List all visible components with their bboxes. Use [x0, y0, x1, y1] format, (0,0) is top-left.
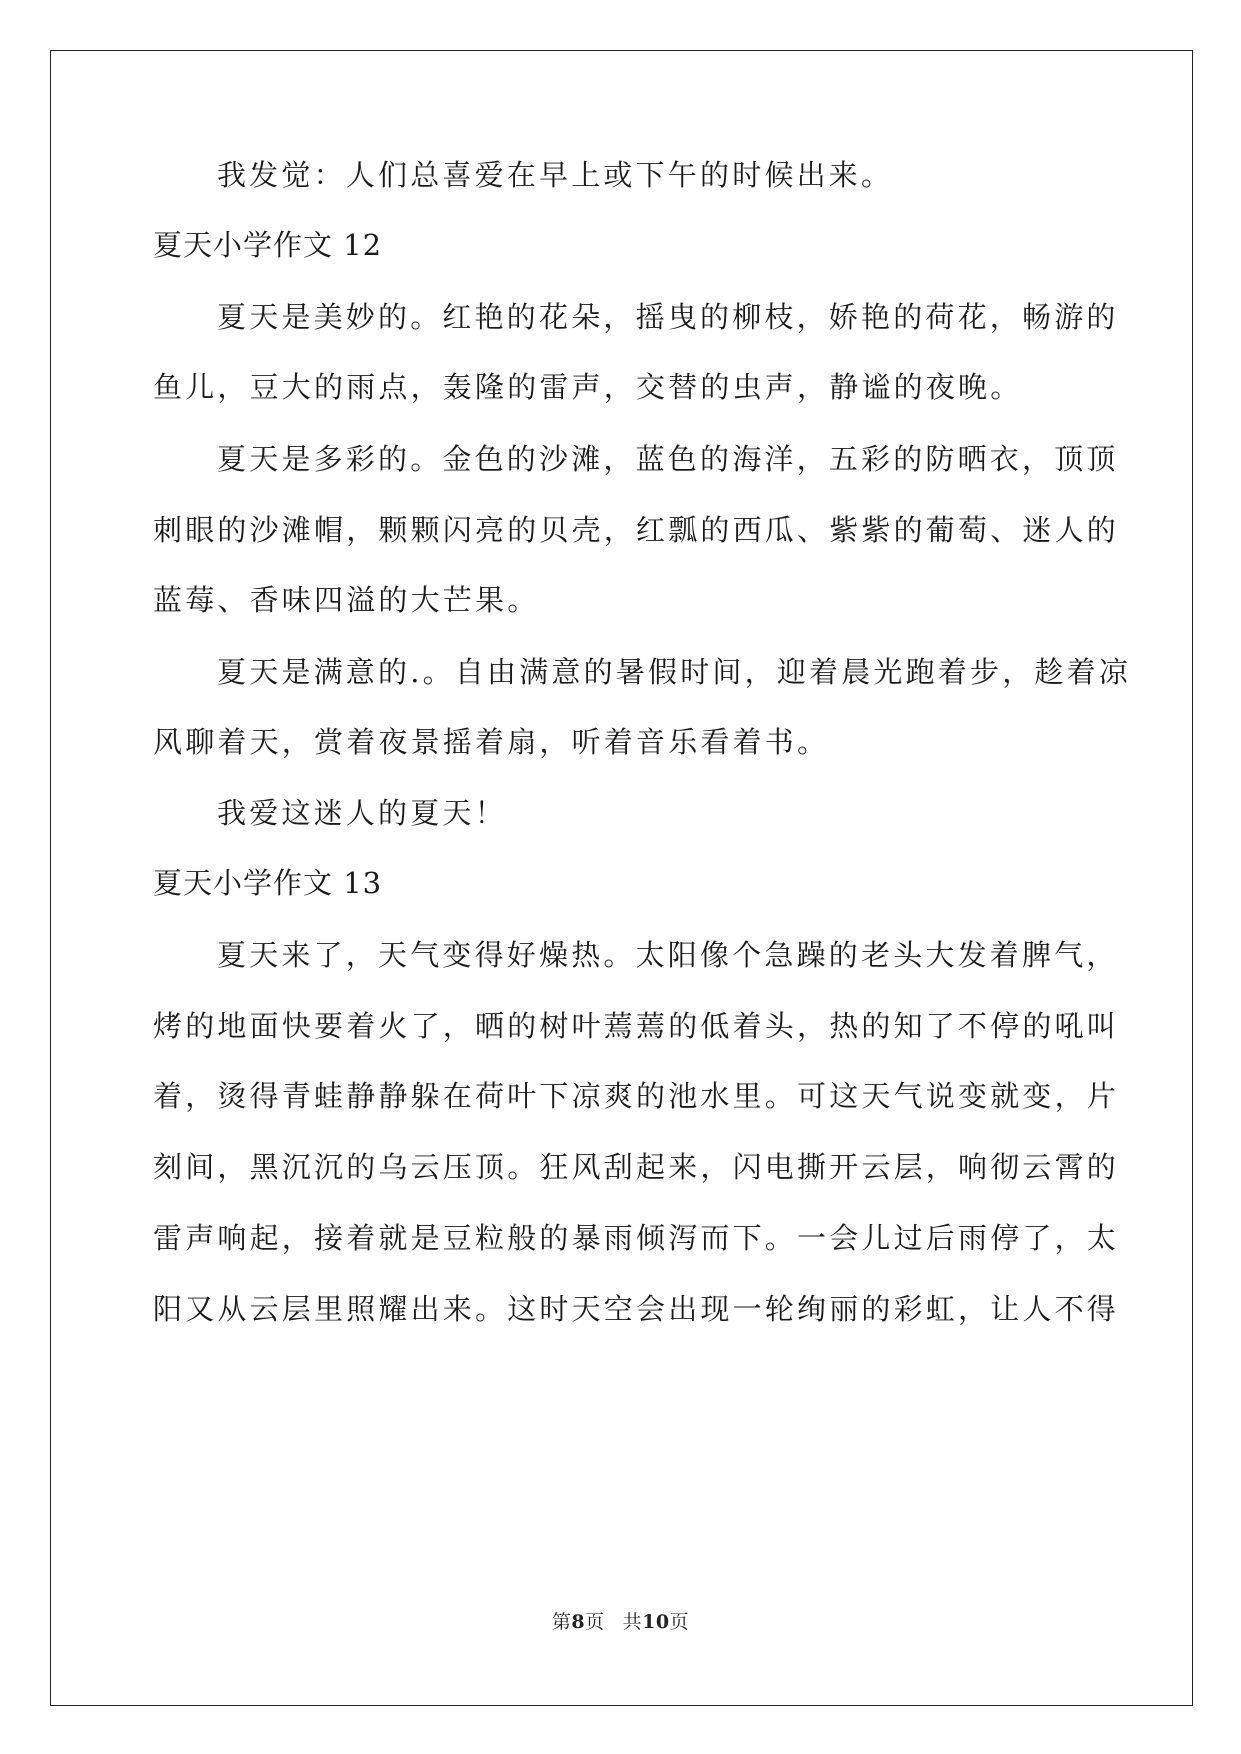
page-prefix: 第 [551, 1611, 572, 1633]
page-total: 10 [642, 1611, 670, 1633]
paragraph-line: 鱼儿，豆大的雨点，轰隆的雷声，交替的虫声，静谧的夜晚。 [153, 370, 1023, 404]
page-number: 8 [571, 1611, 586, 1633]
total-prefix: 共 [622, 1611, 643, 1633]
page-suffix: 页 [585, 1611, 605, 1633]
section-heading: 夏天小学作文 12 [153, 228, 383, 262]
paragraph-line: 夏天是美妙的。红艳的花朵，摇曳的柳枝，娇艳的荷花，畅游的 [217, 300, 1119, 334]
paragraph-line: 着，烫得青蛙静静躲在荷叶下凉爽的池水里。可这天气说变就变，片 [153, 1079, 1120, 1113]
paragraph-line: 蓝莓、香味四溢的大芒果。 [153, 583, 540, 617]
paragraph-line: 刺眼的沙滩帽，颗颗闪亮的贝壳，红瓢的西瓜、紫紫的葡萄、迷人的 [153, 513, 1120, 547]
paragraph-line: 我爱这迷人的夏天！ [217, 796, 507, 830]
paragraph-line: 刻间，黑沉沉的乌云压顶。狂风刮起来，闪电撕开云层，响彻云霄的 [153, 1150, 1120, 1184]
paragraph-line: 夏天是满意的.。自由满意的暑假时间，迎着晨光跑着步，趁着凉 [217, 655, 1132, 689]
paragraph-line: 烤的地面快要着火了，晒的树叶蔫蔫的低着头，热的知了不停的吼叫 [153, 1009, 1120, 1043]
page-footer [0, 1610, 1241, 1634]
paragraph-line: 夏天来了，天气变得好燥热。太阳像个急躁的老头大发着脾气， [217, 938, 1119, 972]
paragraph-line: 夏天是多彩的。金色的沙滩，蓝色的海洋，五彩的防晒衣，顶顶 [217, 442, 1119, 476]
section-heading: 夏天小学作文 13 [153, 866, 383, 900]
paragraph-line: 雷声响起，接着就是豆粒般的暴雨倾泻而下。一会儿过后雨停了，太 [153, 1221, 1120, 1255]
total-suffix: 页 [669, 1611, 690, 1633]
paragraph-line: 风聊着天，赏着夜景摇着扇，听着音乐看着书。 [153, 725, 830, 759]
paragraph-line: 阳又从云层里照耀出来。这时天空会出现一轮绚丽的彩虹，让人不得 [153, 1292, 1120, 1326]
paragraph-line: 我发觉：人们总喜爱在早上或下午的时候出来。 [217, 158, 894, 192]
